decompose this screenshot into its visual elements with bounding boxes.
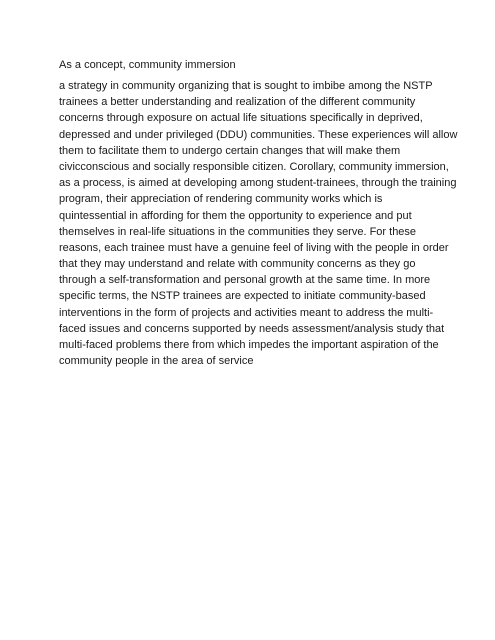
body-line: concerns through exposure on actual life situations specifically in deprived,: [59, 112, 423, 125]
body-line: themselves in real-life situations in the communities they serve. For these: [59, 225, 417, 238]
document-heading: As a concept, community immersion: [59, 59, 236, 71]
body-line: multi-faced problems there from which impedes the important aspiration of the: [59, 339, 439, 351]
body-line: depressed and under privileged (DDU) communities. These experiences will allow: [59, 128, 458, 141]
body-line: that they may understand and relate with community concerns as they go: [59, 258, 416, 271]
body-line: faced issues and concerns supported by needs assessment/analysis study that: [59, 322, 445, 335]
body-line: civicconscious and socially responsible citizen. Corollary, community immersion,: [59, 160, 449, 173]
body-line: specific terms, the NSTP trainees are expected to initiate community-based: [59, 290, 426, 303]
body-line: them to facilitate them to undergo certain changes that will make them: [59, 144, 401, 157]
body-line: through a self-transformation and personal growth at the same time. In more: [59, 274, 431, 287]
body-line: trainees a better understanding and realization of the different community: [59, 96, 416, 109]
body-line: a strategy in community organizing that is sought to imbibe among the NSTP: [59, 80, 433, 92]
document-body: [59, 78, 458, 369]
body-line: as a process, is aimed at developing among student-trainees, through the training: [59, 177, 457, 190]
body-line: reasons, each trainee must have a genuine feel of living with the people in order: [59, 241, 449, 254]
body-line: interventions in the form of projects and activities meant to address the multi-: [59, 306, 434, 319]
body-line: program, their appreciation of rendering community works which is: [59, 193, 383, 206]
body-line: community people in the area of service: [59, 355, 254, 368]
body-line: quintessential in affording for them the opportunity to experience and put: [59, 209, 412, 222]
